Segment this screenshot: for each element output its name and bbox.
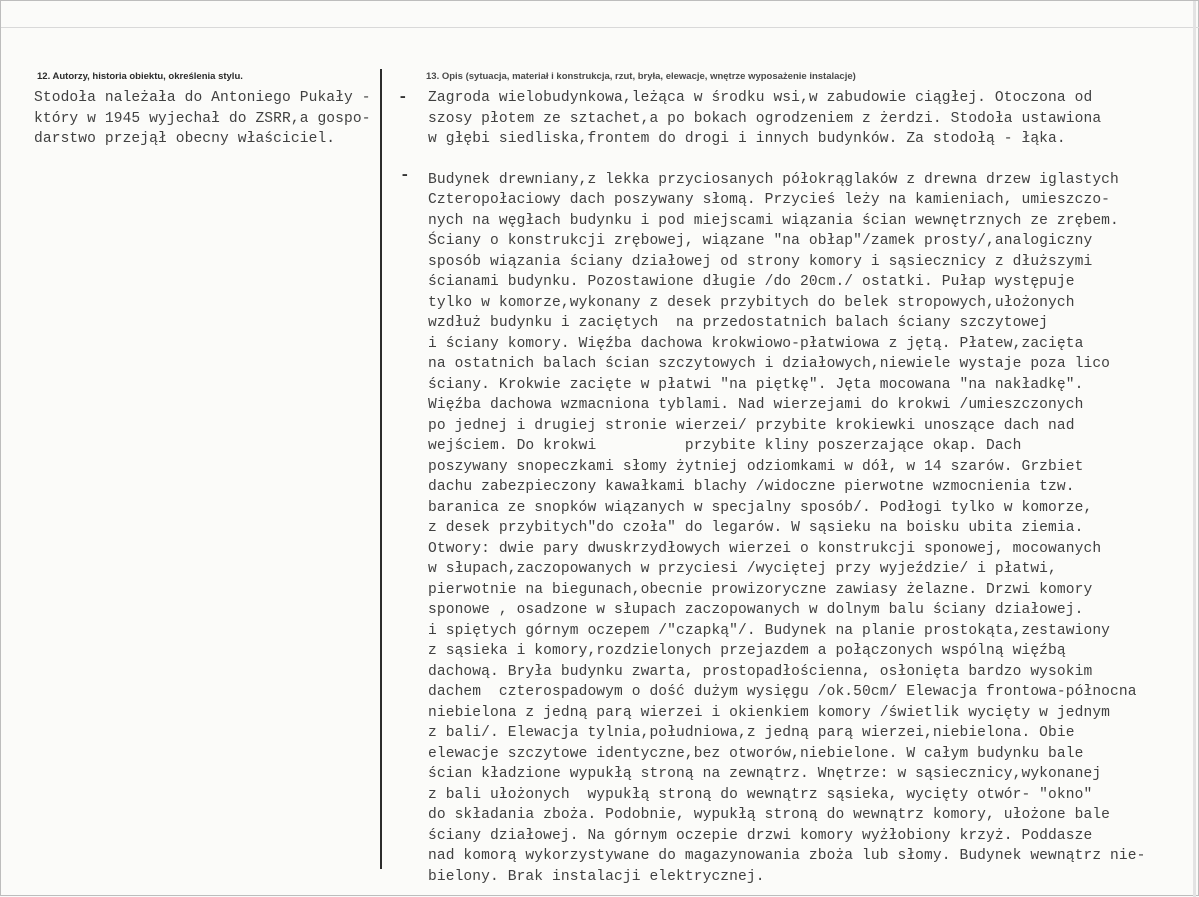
text-line: Więźba dachowa wzmacniona tyblami. Nad wierzejami do krokwi /umieszczonych <box>428 397 1084 413</box>
section-12-heading: 12. Autorzy, historia obiektu, określenia stylu. <box>37 71 243 82</box>
text-line: Stodoła należała do Antoniego Pukały - <box>34 90 371 106</box>
text-line: darstwo przejął obecny właściciel. <box>34 131 336 147</box>
section-13-text <box>428 88 1198 887</box>
text-line: pierwotnie na biegunach,obecnie prowizoryczne zawiasy żelazne. Drzwi komory <box>428 581 1093 598</box>
paragraph-dash: - <box>398 88 408 106</box>
text-line: z desek przybitych"do czoła" do legarów. W sąsieku na boisku ubita ziemia. <box>428 520 1084 536</box>
section-12-text <box>34 88 394 150</box>
text-line: Czteropołaciowy dach poszywany słomą. Przycieś leży na kamieniach, umieszczo- <box>428 192 1111 208</box>
section-13-heading: 13. Opis (sytuacja, materiał i konstrukcja, rzut, bryła, elewacje, wnętrze wyposażenie instalacje) <box>426 71 856 82</box>
paragraph-2 <box>428 170 1198 888</box>
text-line: z bali ułożonych wypukłą stroną do wewnątrz sąsieka, wycięty otwór- "okno" <box>428 786 1093 803</box>
text-line: Zagroda wielobudynkowa,leżąca w środku wsi,w zabudowie ciągłej. Otoczona od <box>428 90 1093 106</box>
text-line: który w 1945 wyjechał do ZSRR,a gospo- <box>34 110 371 127</box>
text-line: Otwory: dwie pary dwuskrzydłowych wierzei o konstrukcji sponowej, mocowanych <box>428 540 1102 557</box>
text-line: ścian kładzione wypukłą stroną na zewnątrz. Wnętrze: w sąsiecznicy,wykonanej <box>428 766 1102 782</box>
text-line: baranica ze snopków wiązanych w specjalny sposób/. Podłogi tylko w komorze, <box>428 499 1093 516</box>
text-line: i spiętych górnym oczepem /"czapką"/. Budynek na planie prostokąta,zestawiony <box>428 622 1111 639</box>
text-line: niebielona z jedną parą wierzei i okienkiem komory /świetlik wycięty w jednym <box>428 704 1111 721</box>
text-line: tylko w komorze,wykonany z desek przybitych do belek stropowych,ułożonych <box>428 294 1075 311</box>
text-line: z bali/. Elewacja tylnia,południowa,z jedną parą wierzei,niebielona. Obie <box>428 725 1075 741</box>
paragraph-1 <box>428 88 1198 150</box>
text-line: elewacje szczytowe identyczne,bez otworów,niebielone. W całym budynku bale <box>428 745 1084 762</box>
text-line: do składania zboża. Podobnie, wypukłą stroną do wewnątrz komory, ułożone bale <box>428 807 1111 823</box>
text-line: po jednej i drugiej stronie wierzei/ przybite krokiewki unoszące dach nad <box>428 417 1075 434</box>
text-line: dachu zabezpieczony kawałkami blachy /widoczne pierwotne wzmocnienia tzw. <box>428 479 1075 495</box>
text-line: ściany działowej. Na górnym oczepie drzwi komory wyżłobiony krzyż. Poddasze <box>428 827 1093 844</box>
text-line: dachową. Bryła budynku zwarta, prostopadłościenna, osłonięta bardzo wysokim <box>428 663 1093 680</box>
text-line: z sąsieka i komory,rozdzielonych przejazdem a połączonych wspólną więźbą <box>428 643 1066 659</box>
text-line: dachem czterospadowym o dość dużym wysięgu /ok.50cm/ Elewacja frontowa-północna <box>428 684 1137 700</box>
text-line: szosy płotem ze sztachet,a po bokach ogrodzeniem z żerdzi. Stodoła ustawiona <box>428 110 1102 127</box>
text-line: wzdłuż budynku i zaciętych na przedostatnich balach ściany szczytowej <box>428 315 1049 331</box>
text-line: w słupach,zaczopowanych w przyciesi /wyciętej przy wyjeździe/ i płatwi, <box>428 561 1057 577</box>
text-line: wejściem. Do krokwi przybite kliny poszerzające okap. Dach <box>428 438 1022 454</box>
text-line: sponowe , osadzone w słupach zaczopowanych w dolnym balu ściany działowej. <box>428 602 1084 618</box>
paragraph-dash: - <box>400 166 410 184</box>
text-line: i ściany komory. Więźba dachowa krokwiowo-płatwiowa z jętą. Płatew,zacięta <box>428 335 1084 352</box>
column-divider <box>380 69 382 869</box>
text-line: na ostatnich balach ścian szczytowych i działowych,niewiele wystaje poza lico <box>428 356 1111 372</box>
text-line: w głębi siedliska,frontem do drogi i innych budynków. Za stodołą - łąka. <box>428 131 1066 147</box>
text-line: poszywany snopeczkami słomy żytniej odziomkami w dół, w 14 szarów. Grzbiet <box>428 458 1084 475</box>
text-line: nad komorą wykorzystywane do magazynowania zboża lub słomy. Budynek wewnątrz nie- <box>428 848 1146 864</box>
scan-edge-line <box>1 27 1199 28</box>
text-line: Budynek drewniany,z lekka przyciosanych półokrąglaków z drewna drzew iglastych <box>428 171 1119 188</box>
text-line: bielony. Brak instalacji elektrycznej. <box>428 868 765 885</box>
text-line: sposób wiązania ściany działowej od strony komory i sąsiecznicy z dłuższymi <box>428 253 1093 270</box>
text-line: ścianami budynku. Pozostawione długie /do 20cm./ ostatki. Pułap występuje <box>428 274 1075 290</box>
text-line: nych na węgłach budynku i pod miejscami wiązania ścian wewnętrznych ze zrębem. <box>428 212 1119 229</box>
text-line: ściany. Krokwie zacięte w płatwi "na piętkę". Jęta mocowana "na nakładkę". <box>428 376 1084 393</box>
text-line: Ściany o konstrukcji zrębowej, wiązane "na obłap"/zamek prosty/,analogiczny <box>428 233 1093 249</box>
